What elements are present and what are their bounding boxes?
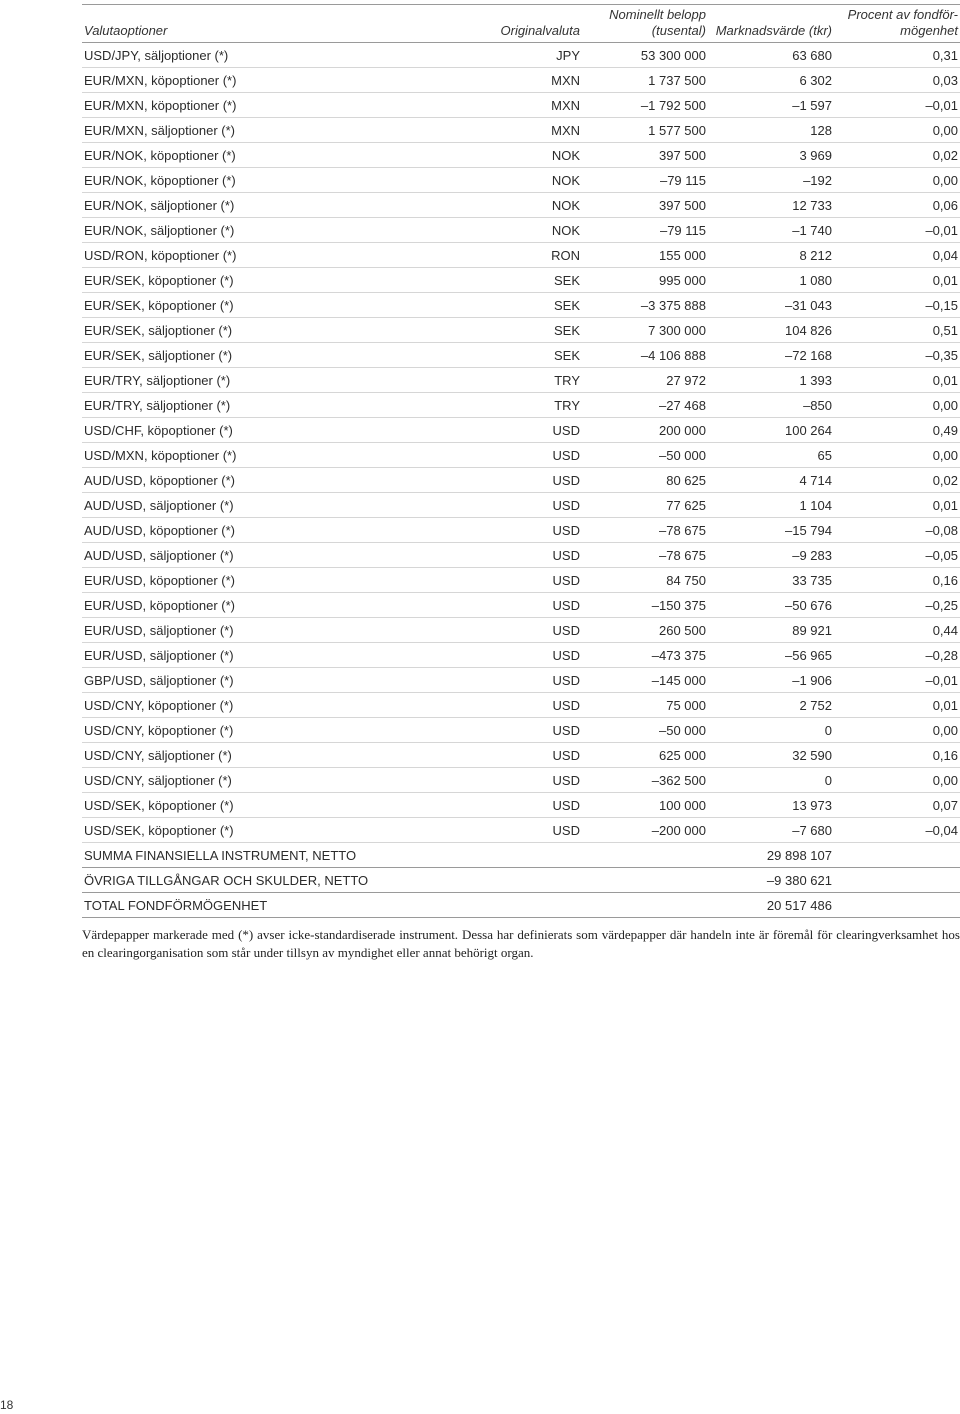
cell-percent-of-fund: 0,01 bbox=[834, 693, 960, 718]
cell-nominal-amount: 80 625 bbox=[582, 468, 708, 493]
cell-percent-of-fund: –0,04 bbox=[834, 818, 960, 843]
cell-market-value: –1 597 bbox=[708, 93, 834, 118]
page-number: 18 bbox=[0, 1398, 14, 1412]
cell-original-currency: USD bbox=[472, 443, 582, 468]
cell-percent-of-fund: 0,00 bbox=[834, 443, 960, 468]
cell-nominal-amount: 1 577 500 bbox=[582, 118, 708, 143]
cell-market-value: 4 714 bbox=[708, 468, 834, 493]
cell-original-currency: TRY bbox=[472, 368, 582, 393]
cell-market-value: 89 921 bbox=[708, 618, 834, 643]
cell-original-currency: MXN bbox=[472, 93, 582, 118]
summary-empty bbox=[472, 893, 582, 918]
cell-instrument: AUD/USD, säljoptioner (*) bbox=[82, 493, 472, 518]
cell-instrument: USD/CNY, säljoptioner (*) bbox=[82, 743, 472, 768]
cell-instrument: USD/JPY, säljoptioner (*) bbox=[82, 43, 472, 68]
cell-original-currency: USD bbox=[472, 643, 582, 668]
cell-instrument: EUR/USD, köpoptioner (*) bbox=[82, 568, 472, 593]
table-row bbox=[82, 768, 960, 793]
cell-nominal-amount: –3 375 888 bbox=[582, 293, 708, 318]
cell-instrument: EUR/USD, köpoptioner (*) bbox=[82, 593, 472, 618]
cell-percent-of-fund: 0,00 bbox=[834, 393, 960, 418]
currency-options-table bbox=[82, 4, 960, 918]
table-row bbox=[82, 493, 960, 518]
cell-market-value: 6 302 bbox=[708, 68, 834, 93]
cell-original-currency: SEK bbox=[472, 318, 582, 343]
table-row bbox=[82, 468, 960, 493]
cell-nominal-amount: –78 675 bbox=[582, 518, 708, 543]
header-market-value: Marknadsvärde (tkr) bbox=[708, 5, 834, 43]
summary-empty bbox=[582, 893, 708, 918]
cell-market-value: 33 735 bbox=[708, 568, 834, 593]
cell-instrument: GBP/USD, säljoptioner (*) bbox=[82, 668, 472, 693]
cell-nominal-amount: 7 300 000 bbox=[582, 318, 708, 343]
table-row bbox=[82, 718, 960, 743]
cell-original-currency: SEK bbox=[472, 293, 582, 318]
table-row bbox=[82, 693, 960, 718]
cell-original-currency: SEK bbox=[472, 343, 582, 368]
cell-instrument: USD/CNY, köpoptioner (*) bbox=[82, 693, 472, 718]
cell-original-currency: USD bbox=[472, 518, 582, 543]
cell-nominal-amount: –78 675 bbox=[582, 543, 708, 568]
cell-percent-of-fund: 0,07 bbox=[834, 793, 960, 818]
cell-market-value: 1 104 bbox=[708, 493, 834, 518]
table-row bbox=[82, 443, 960, 468]
cell-original-currency: USD bbox=[472, 793, 582, 818]
cell-market-value: 12 733 bbox=[708, 193, 834, 218]
cell-percent-of-fund: 0,51 bbox=[834, 318, 960, 343]
cell-original-currency: USD bbox=[472, 618, 582, 643]
cell-percent-of-fund: 0,02 bbox=[834, 468, 960, 493]
cell-nominal-amount: 84 750 bbox=[582, 568, 708, 593]
cell-percent-of-fund: 0,02 bbox=[834, 143, 960, 168]
cell-market-value: 8 212 bbox=[708, 243, 834, 268]
cell-market-value: 13 973 bbox=[708, 793, 834, 818]
cell-instrument: EUR/NOK, säljoptioner (*) bbox=[82, 193, 472, 218]
cell-original-currency: NOK bbox=[472, 193, 582, 218]
cell-nominal-amount: –79 115 bbox=[582, 218, 708, 243]
table-row bbox=[82, 618, 960, 643]
cell-market-value: –850 bbox=[708, 393, 834, 418]
cell-nominal-amount: 75 000 bbox=[582, 693, 708, 718]
cell-instrument: EUR/NOK, säljoptioner (*) bbox=[82, 218, 472, 243]
summary-empty bbox=[834, 843, 960, 868]
header-instrument: Valutaoptioner bbox=[82, 5, 472, 43]
cell-instrument: AUD/USD, säljoptioner (*) bbox=[82, 543, 472, 568]
cell-percent-of-fund: –0,05 bbox=[834, 543, 960, 568]
cell-original-currency: USD bbox=[472, 743, 582, 768]
cell-nominal-amount: –50 000 bbox=[582, 443, 708, 468]
cell-original-currency: USD bbox=[472, 693, 582, 718]
cell-instrument: EUR/SEK, säljoptioner (*) bbox=[82, 343, 472, 368]
table-row bbox=[82, 293, 960, 318]
cell-nominal-amount: 260 500 bbox=[582, 618, 708, 643]
table-row bbox=[82, 93, 960, 118]
cell-nominal-amount: –1 792 500 bbox=[582, 93, 708, 118]
cell-instrument: EUR/MXN, säljoptioner (*) bbox=[82, 118, 472, 143]
cell-instrument: USD/RON, köpoptioner (*) bbox=[82, 243, 472, 268]
cell-percent-of-fund: 0,01 bbox=[834, 493, 960, 518]
cell-instrument: EUR/TRY, säljoptioner (*) bbox=[82, 393, 472, 418]
table-row bbox=[82, 793, 960, 818]
summary-label: SUMMA FINANSIELLA INSTRUMENT, NETTO bbox=[82, 843, 472, 868]
cell-percent-of-fund: –0,08 bbox=[834, 518, 960, 543]
table-row bbox=[82, 168, 960, 193]
table-row bbox=[82, 193, 960, 218]
cell-market-value: 32 590 bbox=[708, 743, 834, 768]
cell-original-currency: NOK bbox=[472, 143, 582, 168]
table-row bbox=[82, 243, 960, 268]
cell-nominal-amount: –27 468 bbox=[582, 393, 708, 418]
cell-market-value: 3 969 bbox=[708, 143, 834, 168]
table-row bbox=[82, 143, 960, 168]
cell-percent-of-fund: 0,01 bbox=[834, 368, 960, 393]
cell-original-currency: NOK bbox=[472, 218, 582, 243]
cell-market-value: –50 676 bbox=[708, 593, 834, 618]
cell-nominal-amount: 397 500 bbox=[582, 193, 708, 218]
cell-instrument: USD/MXN, köpoptioner (*) bbox=[82, 443, 472, 468]
table-row bbox=[82, 543, 960, 568]
cell-percent-of-fund: 0,00 bbox=[834, 718, 960, 743]
header-nominal-amount-line2: (tusental) bbox=[651, 23, 706, 38]
cell-market-value: 104 826 bbox=[708, 318, 834, 343]
cell-instrument: USD/CNY, köpoptioner (*) bbox=[82, 718, 472, 743]
cell-market-value: 1 393 bbox=[708, 368, 834, 393]
summary-row bbox=[82, 843, 960, 868]
cell-nominal-amount: 53 300 000 bbox=[582, 43, 708, 68]
summary-row bbox=[82, 868, 960, 893]
cell-original-currency: RON bbox=[472, 243, 582, 268]
table-header bbox=[82, 5, 960, 43]
table-row bbox=[82, 668, 960, 693]
summary-market-value: 20 517 486 bbox=[708, 893, 834, 918]
cell-percent-of-fund: –0,28 bbox=[834, 643, 960, 668]
cell-percent-of-fund: –0,01 bbox=[834, 218, 960, 243]
cell-instrument: AUD/USD, köpoptioner (*) bbox=[82, 518, 472, 543]
cell-nominal-amount: 995 000 bbox=[582, 268, 708, 293]
footnote: Värdepapper markerade med (*) avser icke-standardiserade instrument. Dessa har definierats som värdepapper där handeln inte är föremål för clearingverksamhet hos en clearingorganisation som står under tillsyn av myndighet eller annat behörigt organ. bbox=[82, 927, 960, 960]
cell-percent-of-fund: –0,01 bbox=[834, 93, 960, 118]
summary-empty bbox=[472, 843, 582, 868]
cell-original-currency: USD bbox=[472, 668, 582, 693]
cell-market-value: 0 bbox=[708, 768, 834, 793]
cell-original-currency: USD bbox=[472, 768, 582, 793]
cell-nominal-amount: 100 000 bbox=[582, 793, 708, 818]
cell-percent-of-fund: 0,16 bbox=[834, 743, 960, 768]
cell-nominal-amount: 397 500 bbox=[582, 143, 708, 168]
cell-percent-of-fund: 0,00 bbox=[834, 768, 960, 793]
cell-nominal-amount: –4 106 888 bbox=[582, 343, 708, 368]
cell-instrument: USD/CHF, köpoptioner (*) bbox=[82, 418, 472, 443]
cell-instrument: EUR/MXN, köpoptioner (*) bbox=[82, 68, 472, 93]
cell-nominal-amount: –200 000 bbox=[582, 818, 708, 843]
table-row bbox=[82, 43, 960, 68]
summary-label: TOTAL FONDFÖRMÖGENHET bbox=[82, 893, 472, 918]
cell-market-value: –56 965 bbox=[708, 643, 834, 668]
header-percent-line1: Procent av fondför- bbox=[847, 7, 958, 22]
cell-nominal-amount: 155 000 bbox=[582, 243, 708, 268]
cell-market-value: 128 bbox=[708, 118, 834, 143]
cell-nominal-amount: –79 115 bbox=[582, 168, 708, 193]
table-body bbox=[82, 43, 960, 918]
header-original-currency: Originalvaluta bbox=[472, 5, 582, 43]
cell-market-value: 1 080 bbox=[708, 268, 834, 293]
table-row bbox=[82, 68, 960, 93]
cell-percent-of-fund: 0,01 bbox=[834, 268, 960, 293]
cell-instrument: USD/SEK, köpoptioner (*) bbox=[82, 793, 472, 818]
cell-market-value: 63 680 bbox=[708, 43, 834, 68]
cell-percent-of-fund: –0,25 bbox=[834, 593, 960, 618]
cell-percent-of-fund: 0,04 bbox=[834, 243, 960, 268]
table-row bbox=[82, 368, 960, 393]
summary-empty bbox=[472, 868, 582, 893]
cell-original-currency: USD bbox=[472, 493, 582, 518]
cell-original-currency: TRY bbox=[472, 393, 582, 418]
cell-percent-of-fund: 0,31 bbox=[834, 43, 960, 68]
cell-percent-of-fund: 0,00 bbox=[834, 168, 960, 193]
cell-percent-of-fund: 0,06 bbox=[834, 193, 960, 218]
summary-row bbox=[82, 893, 960, 918]
cell-nominal-amount: –50 000 bbox=[582, 718, 708, 743]
table-row bbox=[82, 268, 960, 293]
cell-instrument: EUR/MXN, köpoptioner (*) bbox=[82, 93, 472, 118]
cell-original-currency: USD bbox=[472, 468, 582, 493]
cell-percent-of-fund: 0,49 bbox=[834, 418, 960, 443]
header-nominal-amount-line1: Nominellt belopp bbox=[609, 7, 706, 22]
cell-original-currency: JPY bbox=[472, 43, 582, 68]
table-row bbox=[82, 218, 960, 243]
cell-market-value: 65 bbox=[708, 443, 834, 468]
cell-percent-of-fund: 0,44 bbox=[834, 618, 960, 643]
cell-original-currency: USD bbox=[472, 568, 582, 593]
cell-instrument: EUR/SEK, säljoptioner (*) bbox=[82, 318, 472, 343]
summary-market-value: 29 898 107 bbox=[708, 843, 834, 868]
cell-percent-of-fund: –0,15 bbox=[834, 293, 960, 318]
cell-nominal-amount: –473 375 bbox=[582, 643, 708, 668]
summary-market-value: –9 380 621 bbox=[708, 868, 834, 893]
cell-percent-of-fund: 0,03 bbox=[834, 68, 960, 93]
cell-original-currency: USD bbox=[472, 593, 582, 618]
table-row bbox=[82, 743, 960, 768]
cell-original-currency: USD bbox=[472, 418, 582, 443]
cell-instrument: EUR/NOK, köpoptioner (*) bbox=[82, 168, 472, 193]
cell-instrument: EUR/USD, säljoptioner (*) bbox=[82, 643, 472, 668]
cell-nominal-amount: 625 000 bbox=[582, 743, 708, 768]
header-nominal-amount bbox=[582, 5, 708, 43]
cell-nominal-amount: –362 500 bbox=[582, 768, 708, 793]
table-row bbox=[82, 318, 960, 343]
cell-instrument: USD/CNY, säljoptioner (*) bbox=[82, 768, 472, 793]
summary-empty bbox=[582, 843, 708, 868]
cell-nominal-amount: –145 000 bbox=[582, 668, 708, 693]
cell-original-currency: NOK bbox=[472, 168, 582, 193]
cell-nominal-amount: 200 000 bbox=[582, 418, 708, 443]
cell-instrument: EUR/USD, säljoptioner (*) bbox=[82, 618, 472, 643]
cell-market-value: 2 752 bbox=[708, 693, 834, 718]
cell-original-currency: USD bbox=[472, 818, 582, 843]
cell-market-value: 100 264 bbox=[708, 418, 834, 443]
table-row bbox=[82, 343, 960, 368]
cell-market-value: –15 794 bbox=[708, 518, 834, 543]
table-row bbox=[82, 118, 960, 143]
cell-market-value: –31 043 bbox=[708, 293, 834, 318]
cell-market-value: –192 bbox=[708, 168, 834, 193]
cell-original-currency: SEK bbox=[472, 268, 582, 293]
document-content bbox=[82, 4, 960, 962]
summary-empty bbox=[582, 868, 708, 893]
table-row bbox=[82, 568, 960, 593]
cell-instrument: EUR/SEK, köpoptioner (*) bbox=[82, 293, 472, 318]
cell-original-currency: MXN bbox=[472, 118, 582, 143]
summary-label: ÖVRIGA TILLGÅNGAR OCH SKULDER, NETTO bbox=[82, 868, 472, 893]
cell-instrument: USD/SEK, köpoptioner (*) bbox=[82, 818, 472, 843]
table-row bbox=[82, 518, 960, 543]
cell-instrument: EUR/SEK, köpoptioner (*) bbox=[82, 268, 472, 293]
cell-original-currency: USD bbox=[472, 543, 582, 568]
table-row bbox=[82, 393, 960, 418]
cell-market-value: –1 740 bbox=[708, 218, 834, 243]
cell-percent-of-fund: 0,00 bbox=[834, 118, 960, 143]
summary-empty bbox=[834, 893, 960, 918]
cell-original-currency: MXN bbox=[472, 68, 582, 93]
summary-empty bbox=[834, 868, 960, 893]
cell-nominal-amount: 1 737 500 bbox=[582, 68, 708, 93]
cell-percent-of-fund: –0,01 bbox=[834, 668, 960, 693]
cell-market-value: –72 168 bbox=[708, 343, 834, 368]
cell-market-value: 0 bbox=[708, 718, 834, 743]
cell-original-currency: USD bbox=[472, 718, 582, 743]
cell-instrument: AUD/USD, köpoptioner (*) bbox=[82, 468, 472, 493]
cell-market-value: –1 906 bbox=[708, 668, 834, 693]
cell-nominal-amount: 27 972 bbox=[582, 368, 708, 393]
cell-instrument: EUR/TRY, säljoptioner (*) bbox=[82, 368, 472, 393]
cell-market-value: –9 283 bbox=[708, 543, 834, 568]
header-percent-of-fund bbox=[834, 5, 960, 43]
table-row bbox=[82, 818, 960, 843]
cell-instrument: EUR/NOK, köpoptioner (*) bbox=[82, 143, 472, 168]
cell-nominal-amount: 77 625 bbox=[582, 493, 708, 518]
header-percent-line2: mögenhet bbox=[900, 23, 958, 38]
table-row bbox=[82, 643, 960, 668]
cell-percent-of-fund: 0,16 bbox=[834, 568, 960, 593]
table-row bbox=[82, 593, 960, 618]
cell-percent-of-fund: –0,35 bbox=[834, 343, 960, 368]
cell-market-value: –7 680 bbox=[708, 818, 834, 843]
table-row bbox=[82, 418, 960, 443]
cell-nominal-amount: –150 375 bbox=[582, 593, 708, 618]
